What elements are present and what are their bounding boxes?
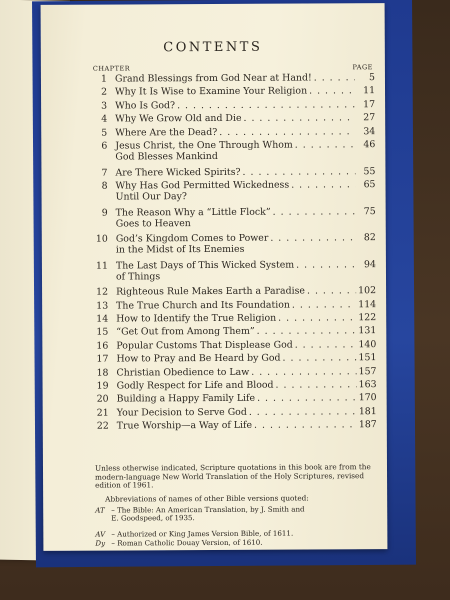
chapter-number: 10 [95,233,108,245]
chapter-number: 20 [96,393,109,406]
chapter-number: 6 [101,140,108,152]
chapter-title: True Worship—a Way of Life [116,420,253,432]
chapter-title: Your Decision to Serve God [116,406,247,419]
page-title: CONTENTS [163,39,263,56]
leader-dots [257,393,357,405]
chapter-page: 181 [358,405,377,418]
leader-dots [309,86,355,97]
toc-entry [93,126,375,139]
chapter-title: The Last Days of This Wicked System of Things [115,259,295,283]
leader-dots [177,99,355,111]
abbreviation-text: – The Bible: An American Translation, by J. Smith and E. Goodspeed, of 1935. [111,504,305,523]
leader-dots [243,112,355,124]
chapter-number: 12 [96,286,109,298]
chapter-title: Why We Grow Old and Die [115,113,242,125]
chapter-number: 14 [96,313,109,325]
chapter-page: 114 [358,298,377,310]
chapter-page: 34 [363,125,376,137]
toc-entry [93,99,375,112]
chapter-page: 46 [363,139,376,151]
abbreviation-item [95,538,375,548]
chapter-title: Building a Happy Family Life [116,393,256,405]
toc-entry [95,393,377,406]
chapter-page: 17 [363,98,376,110]
chapter-number: 5 [101,127,108,139]
contents-page [41,3,388,551]
chapter-page: 131 [358,325,377,337]
toc-entry [93,179,375,203]
chapter-page: 5 [368,72,375,84]
chapter-page: 75 [363,205,376,217]
chapter-title: Jesus Christ, the One Through Whom God Blesses Mankind [115,139,293,163]
chapter-title: Christian Obedience to Law [116,366,250,379]
leader-dots [254,419,357,431]
chapter-number: 19 [96,380,109,392]
chapter-page: 102 [358,285,377,297]
leader-dots [242,166,355,178]
toc-entry [94,299,376,312]
chapter-page: 140 [358,339,377,351]
chapter-number: 2 [101,86,108,98]
toc-entry [94,366,376,379]
chapter-page: 55 [363,165,376,177]
abbreviations-heading: Abbreviations of names of other Bible versions quoted: [105,493,309,504]
abbreviation-code: Dy [95,538,106,548]
chapter-title: Why Has God Permitted Wickedness Until Our Day? [115,179,290,203]
chapter-page: 122 [358,312,377,324]
leader-dots [296,259,356,271]
scripture-note: Unless otherwise indicated, Scripture quotations in this book are from the modern-language New World Translation of the Holy Scriptures, revised edition of 1961. [94,462,371,490]
abbreviation-text: – Roman Catholic Douay Version, of 1610. [111,537,263,548]
toc-entry [95,379,377,392]
chapter-title: Godly Respect for Life and Blood [116,379,274,392]
chapter-number: 3 [101,100,108,112]
chapter-title: “Get Out from Among Them” [116,326,255,338]
table-of-contents [93,72,377,434]
chapter-title: Where Are the Dead? [115,126,218,139]
chapter-number: 16 [96,340,109,352]
abbreviation-text: – Authorized or King James Version Bible, of 1611. [111,528,294,539]
leader-dots [314,72,355,83]
toc-entry [95,406,377,419]
chapter-number: 4 [101,113,108,125]
chapter-number: 7 [101,167,108,179]
leader-dots [278,312,356,324]
chapter-page: 151 [358,352,377,364]
toc-entry [93,112,375,125]
abbreviation-code: AT [95,505,105,515]
abbreviation-item [95,505,375,523]
chapter-number: 1 [100,73,107,85]
leader-dots [291,179,355,191]
chapter-title: Righteous Rule Makes Earth a Paradise [116,285,306,298]
leader-dots [249,406,357,418]
chapter-column-label: CHAPTER [92,64,131,73]
leader-dots [292,299,356,311]
chapter-page: 82 [363,232,376,244]
toc-entry [94,206,376,230]
toc-entry [93,139,375,163]
chapter-title: The Reason Why a “Little Flock” Goes to Heaven [115,206,271,230]
chapter-title: Are There Wicked Spirits? [115,166,241,179]
toc-entry [94,232,376,256]
leader-dots [251,366,356,378]
leader-dots [295,339,357,351]
chapter-page: 94 [363,258,376,270]
toc-entry [94,326,376,339]
toc-entry [93,72,375,85]
chapter-page: 187 [358,419,377,431]
chapter-page: 27 [363,112,376,124]
leader-dots [257,326,357,338]
chapter-number: 15 [96,327,109,339]
chapter-number: 18 [96,367,109,379]
toc-entry [94,352,376,365]
chapter-number: 13 [96,300,109,312]
leader-dots [282,353,356,365]
leader-dots [295,139,356,151]
chapter-number: 22 [96,420,109,432]
chapter-title: How to Identify the True Religion [116,312,277,325]
toc-entry [94,285,376,298]
leader-dots [219,126,355,138]
chapter-page: 170 [358,392,377,404]
chapter-page: 163 [358,379,377,391]
leader-dots [270,232,356,244]
toc-entry [94,259,376,283]
toc-entry [93,166,375,179]
chapter-number: 17 [96,353,109,365]
chapter-title: The True Church and Its Foundation [116,299,290,312]
toc-entry [93,86,375,99]
chapter-title: Why It Is Wise to Examine Your Religion [115,85,308,98]
leader-dots [273,206,356,218]
page-column-label: PAGE [352,63,373,72]
leader-dots [307,286,356,297]
chapter-title: God’s Kingdom Comes to Power in the Midst of Its Enemies [115,232,269,256]
toc-entry [94,312,376,325]
chapter-page: 157 [358,365,377,377]
toc-entry [94,339,376,352]
chapter-page: 11 [363,85,376,97]
leader-dots [276,379,357,391]
toc-entry [95,419,377,432]
chapter-number: 11 [95,260,108,272]
chapter-page: 65 [363,179,376,191]
chapter-number: 21 [96,407,109,419]
abbreviation-code: AV [95,529,106,539]
chapter-title: Grand Blessings from God Near at Hand! [114,72,312,85]
chapter-title: Who Is God? [115,99,176,112]
chapter-title: Popular Customs That Displease God [116,339,293,352]
chapter-title: How to Pray and Be Heard by God [116,352,281,365]
chapter-number: 8 [101,180,108,192]
chapter-number: 9 [101,207,108,219]
